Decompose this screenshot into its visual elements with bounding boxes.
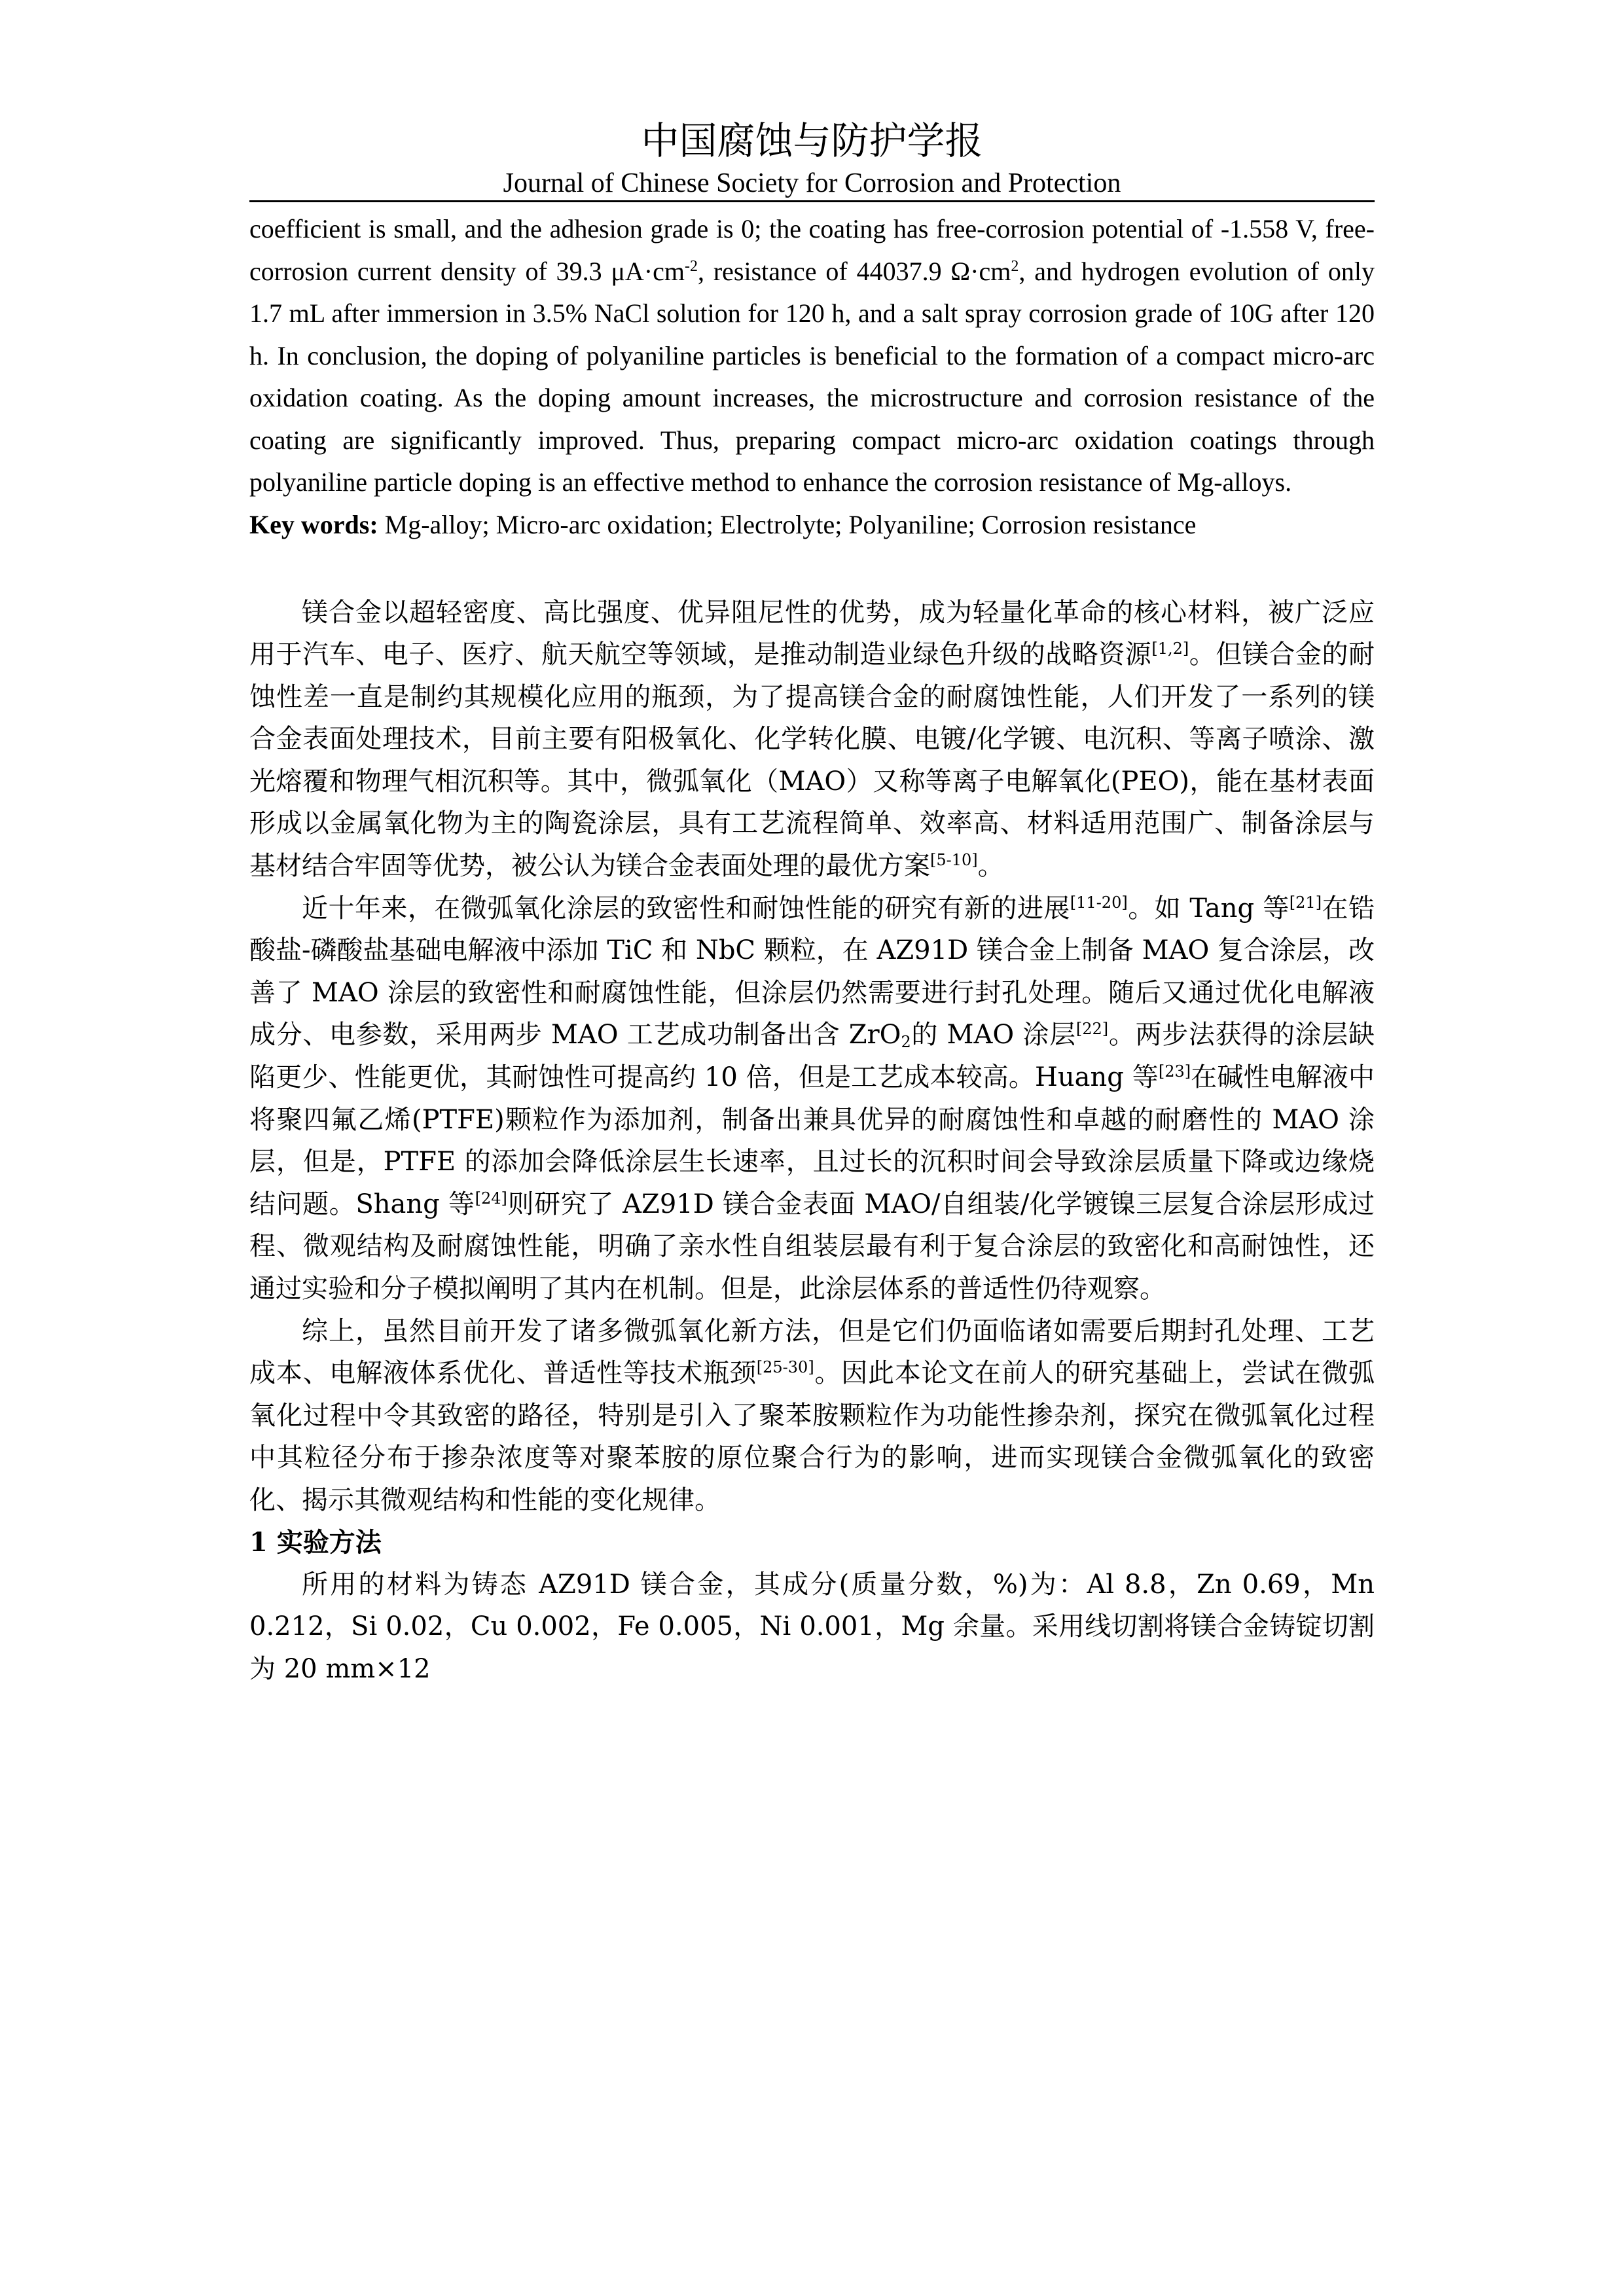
text-span: 综上，虽然目前开发了诸多微弧氧化新方法，但是它们仍面临诸如需要后期封孔处理、工艺成本、电解液体系优化、普适性等技术瓶颈 [249, 1316, 1375, 1389]
citation: [25-30] [756, 1358, 814, 1377]
text-span: 。如 Tang 等 [1127, 893, 1290, 924]
abstract-span: coefficient is small, and the adhesion grade is 0; the coating has free-corrosion potential of -1.558 V, free-corrosion current density of 39.3 μA·cm [249, 214, 1375, 286]
text-span: 。 [977, 851, 1004, 882]
keywords-text: Mg-alloy; Micro-arc oxidation; Electrolyte; Polyaniline; Corrosion resistance [378, 509, 1197, 539]
abstract-span: , and hydrogen evolution of only 1.7 mL after immersion in 3.5% NaCl solution for 120 h, and a salt spray corrosion grade of 10G after 120 h. In conclusion, the doping of polyaniline particles is beneficial to the formation of a compact micro-arc oxidation coating. As the doping amount increases, the microstructure and corrosion resistance of the coating are significantly improved. Thus, preparing compact micro-arc oxidation coatings through polyaniline particle doping is an effective method to enhance the corrosion resistance of Mg-alloys. [249, 256, 1375, 497]
paragraph-progress [249, 888, 1375, 1310]
citation: [21] [1289, 893, 1322, 912]
text-span: 则研究了 AZ91D 镁合金表面 MAO/自组装/化学镀镍三层复合涂层形成过程、微观结构及耐腐蚀性能，明确了亲水性自组装层最有利于复合涂层的致密化和高耐蚀性，还通过实验和分子模拟阐明了其内在机制。但是，此涂层体系的普适性仍待观察。 [249, 1189, 1375, 1304]
text-span: 在碱性电解液中将聚四氟乙烯(PTFE)颗粒作为添加剂，制备出兼具优异的耐腐蚀性和卓越的耐磨性的 MAO 涂层，但是，PTFE 的添加会降低涂层生长速率，且过长的沉积时间会导致涂层质量下降或边缘烧结问题。Shang 等 [249, 1062, 1375, 1219]
paragraph-summary [249, 1310, 1375, 1522]
citation: [23] [1158, 1062, 1191, 1081]
journal-title-cn: 中国腐蚀与防护学报 [641, 118, 983, 163]
section-heading: 1 实验方法 [249, 1526, 382, 1558]
superscript: 2 [1011, 257, 1019, 275]
citation: [24] [475, 1189, 507, 1208]
superscript: -2 [685, 257, 698, 275]
keywords [249, 504, 1375, 546]
text-span: 在锆酸盐-磷酸盐基础电解液中添加 TiC 和 NbC 颗粒，在 AZ91D 镁合金上制备 MAO 复合涂层，改善了 MAO 涂层的致密性和耐腐蚀性能，但涂层仍然需要进行封孔处理。随后又通过优化电解液成分、电参数，采用两步 MAO 工艺成功制备出含 ZrO [249, 893, 1375, 1050]
paragraph-materials [249, 1564, 1375, 1691]
citation: [1,2] [1151, 639, 1189, 658]
text-span: 。两步法获得的涂层缺陷更少、性能更优，其耐蚀性可提高约 10 倍，但是工艺成本较高。Huang 等 [249, 1020, 1375, 1093]
text-span: 。因此本论文在前人的研究基础上，尝试在微弧氧化过程中令其致密的路径，特别是引入了聚苯胺颗粒作为功能性掺杂剂，探究在微弧氧化过程中其粒径分布于掺杂浓度等对聚苯胺的原位聚合行为的影响，进而实现镁合金微弧氧化的致密化、揭示其微观结构和性能的变化规律。 [249, 1358, 1375, 1515]
keywords-label: Key words: [249, 509, 378, 539]
journal-header [249, 117, 1375, 202]
body-content [249, 208, 1375, 1690]
text-span: 镁合金以超轻密度、高比强度、优异阻尼性的优势，成为轻量化革命的核心材料，被广泛应用于汽车、电子、医疗、航天航空等领域，是推动制造业绿色升级的战略资源 [249, 597, 1375, 670]
journal-title-en: Journal of Chinese Society for Corrosion and Protection [503, 168, 1121, 198]
text-span: 近十年来，在微弧氧化涂层的致密性和耐蚀性能的研究有新的进展 [302, 893, 1070, 924]
abstract-span: , resistance of 44037.9 Ω·cm [698, 256, 1011, 286]
header-rule [249, 200, 1375, 202]
citation: [11-20] [1070, 893, 1128, 912]
text-span: 所用的材料为铸态 AZ91D 镁合金，其成分(质量分数，%)为：Al 8.8，Zn 0.69，Mn 0.212，Si 0.02，Cu 0.002，Fe 0.005，Ni 0.001，Mg 余量。采用线切割将镁合金铸锭切割为 20 mm×12 [249, 1569, 1375, 1684]
subscript: 2 [901, 1033, 911, 1052]
paragraph-intro [249, 592, 1375, 888]
abstract-text [249, 208, 1375, 504]
text-span: 。但镁合金的耐蚀性差一直是制约其规模化应用的瓶颈，为了提高镁合金的耐腐蚀性能，人们开发了一系列的镁合金表面处理技术，目前主要有阳极氧化、化学转化膜、电镀/化学镀、电沉积、等离子喷涂、激光熔覆和物理气相沉积等。其中，微弧氧化（MAO）又称等离子电解氧化(PEO)，能在基材表面形成以金属氧化物为主的陶瓷涂层，具有工艺流程简单、效率高、材料适用范围广、制备涂层与基材结合牢固等优势，被公认为镁合金表面处理的最优方案 [249, 639, 1375, 882]
text-span: 的 MAO 涂层 [911, 1020, 1076, 1050]
citation: [22] [1075, 1020, 1109, 1039]
citation: [5-10] [930, 851, 978, 870]
